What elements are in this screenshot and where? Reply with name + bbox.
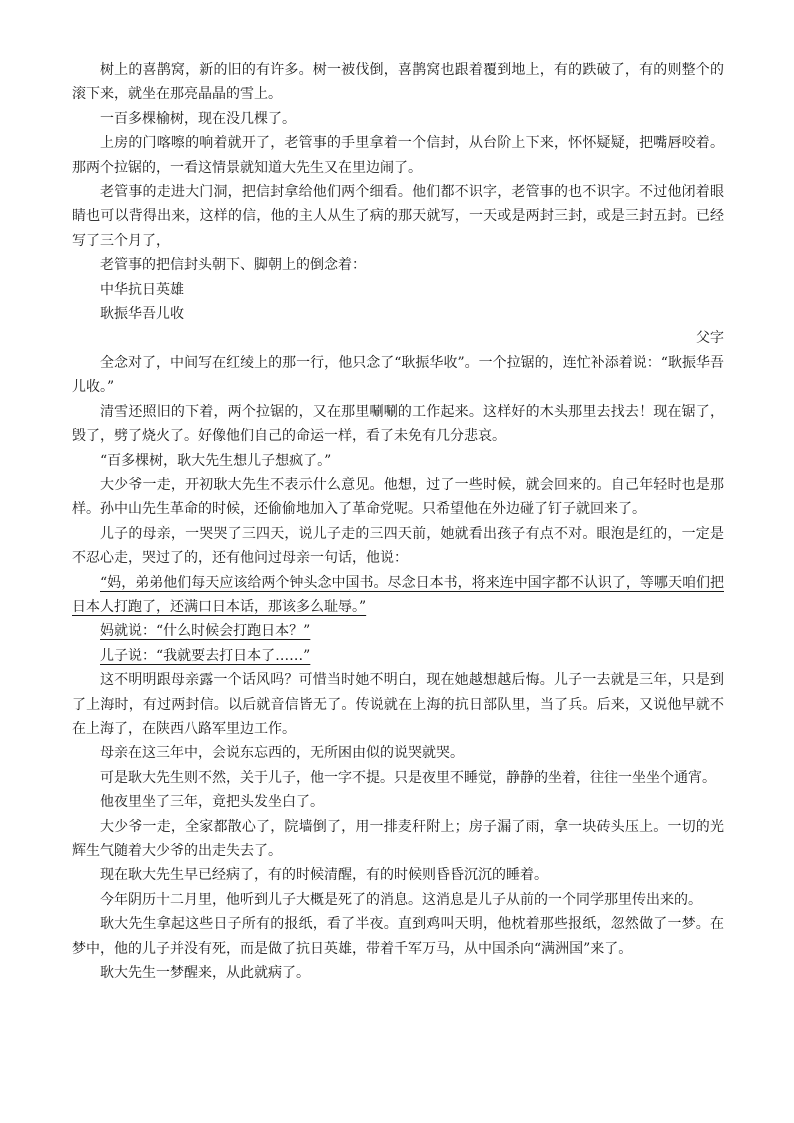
paragraph-son-leaves: 大少爷一走，开初耿大先生不表示什么意见。他想，过了一些时候，就会回来的。自己年轻时也是那样。孙中山先生革命的时候，还偷偷地加入了革命党呢。只希望他在外边碰了钉子就回来了。 bbox=[72, 476, 724, 518]
paragraph-magpie-nests: 树上的喜鹊窝，新的旧的有许多。树一被伐倒，喜鹊窝也跟着覆到地上，有的跌破了，有的则整个的滚下来，就坐在那亮晶晶的雪上。 bbox=[72, 62, 724, 103]
paragraph-hair-white: 他夜里坐了三年，竟把头发坐白了。 bbox=[100, 794, 324, 811]
document-page bbox=[72, 58, 724, 985]
paragraph-father-ill: 现在耿大先生早已经病了，有的时候清醒，有的时候则昏昏沉沉的睡着。 bbox=[100, 867, 548, 884]
paragraph-father-silent: 可是耿大先生则不然，关于儿子，他一字不提。只是夜里不睡觉，静静的坐着，往往一坐坐个通宵。 bbox=[100, 769, 716, 786]
paragraph-mother-asks bbox=[72, 619, 724, 643]
paragraph-reads-envelope: 老管事的把信封头朝下、脚朝上的倒念着： bbox=[100, 257, 366, 274]
paragraph-dream: 耿大先生拿起这些日子所有的报纸，看了半夜。直到鸡叫天明，他枕着那些报纸，忽然做了一梦。在梦中，他的儿子并没有死，而是做了抗日英雄，带着千军万马，从中国杀向“满洲国”来了。 bbox=[72, 916, 724, 957]
envelope-signature: 父字 bbox=[696, 330, 724, 347]
paragraph-three-years: 这不明明跟母亲露一个话风吗？可惜当时她不明白，现在她越想越后悔。儿子一去就是三年，只是到了上海时，有过两封信。以后就音信皆无了。传说就在上海的抗日部队里，当了兵。后来，又说他早就不在上海了，在陕西八路军里边工作。 bbox=[72, 672, 724, 737]
paragraph-elm-trees: 一百多棵榆树，现在没几棵了。 bbox=[100, 110, 296, 127]
paragraph-read-correctly: 全念对了，中间写在红绫上的那一行，他只念了“耿振华收”。一个拉锯的，连忙补添着说：“耿振华吾儿收。” bbox=[72, 354, 724, 396]
paragraph-steward-letter: 上房的门喀嚓的响着就开了，老管事的手里拿着一个信封，从台阶上下来，怀怀疑疑，把嘴唇咬着。那两个拉锯的，一看这情景就知道大先生又在里边闹了。 bbox=[72, 135, 724, 176]
paragraph-son-quote bbox=[72, 571, 724, 620]
paragraph-hundred-trees: “百多棵树，耿大先生想儿子想疯了。” bbox=[100, 452, 332, 469]
paragraph-cannot-read: 老管事的走进大门洞，把信封拿给他们两个细看。他们都不识字，老管事的也不识字。不过他闭着眼睛也可以背得出来，这样的信，他的主人从生了病的那天就写，一天或是两封三封，或是三封五封。已经写了三个月了， bbox=[72, 184, 724, 249]
paragraph-mother-three-years: 母亲在这三年中，会说东忘西的，无所困由似的说哭就哭。 bbox=[100, 745, 464, 762]
paragraph-death-news: 今年阴历十二月里，他听到儿子大概是死了的消息。这消息是儿子从前的一个同学那里传出来的。 bbox=[100, 891, 702, 908]
paragraph-family-decline: 大少爷一走，全家都散心了，院墙倒了，用一排麦秆附上；房子漏了雨，拿一块砖头压上。一切的光辉生气随着大少爷的出走失去了。 bbox=[72, 818, 724, 859]
paragraph-mother-cries: 儿子的母亲，一哭哭了三四天，说儿子走的三四天前，她就看出孩子有点不对。眼泡是红的，一定是不忍心走，哭过了的，还有他问过母亲一句话，他说： bbox=[72, 525, 724, 567]
envelope-line-recipient: 耿振华吾儿收 bbox=[100, 306, 184, 323]
paragraph-snow-sawing: 清雪还照旧的下着，两个拉锯的，又在那里唰唰的工作起来。这样好的木头那里去找去！现在锯了，毁了，劈了烧火了。好像他们自己的命运一样，看了未免有几分悲哀。 bbox=[72, 403, 724, 445]
underlined-son-quote: “妈，弟弟他们每天应该给两个钟头念中国书。尽念日本书，将来连中国字都不认识了，等哪天咱们把日本人打跑了，还满口日本话，那该多么耻辱。” bbox=[72, 574, 724, 615]
underlined-son-answers: 儿子说：“我就要去打日本了……” bbox=[100, 647, 311, 664]
underlined-mother-asks: 妈就说：“什么时候会打跑日本？” bbox=[100, 623, 311, 640]
envelope-line-hero: 中华抗日英雄 bbox=[100, 281, 184, 298]
paragraph-fell-ill: 耿大先生一梦醒来，从此就病了。 bbox=[100, 965, 310, 982]
paragraph-son-answers bbox=[72, 644, 724, 668]
